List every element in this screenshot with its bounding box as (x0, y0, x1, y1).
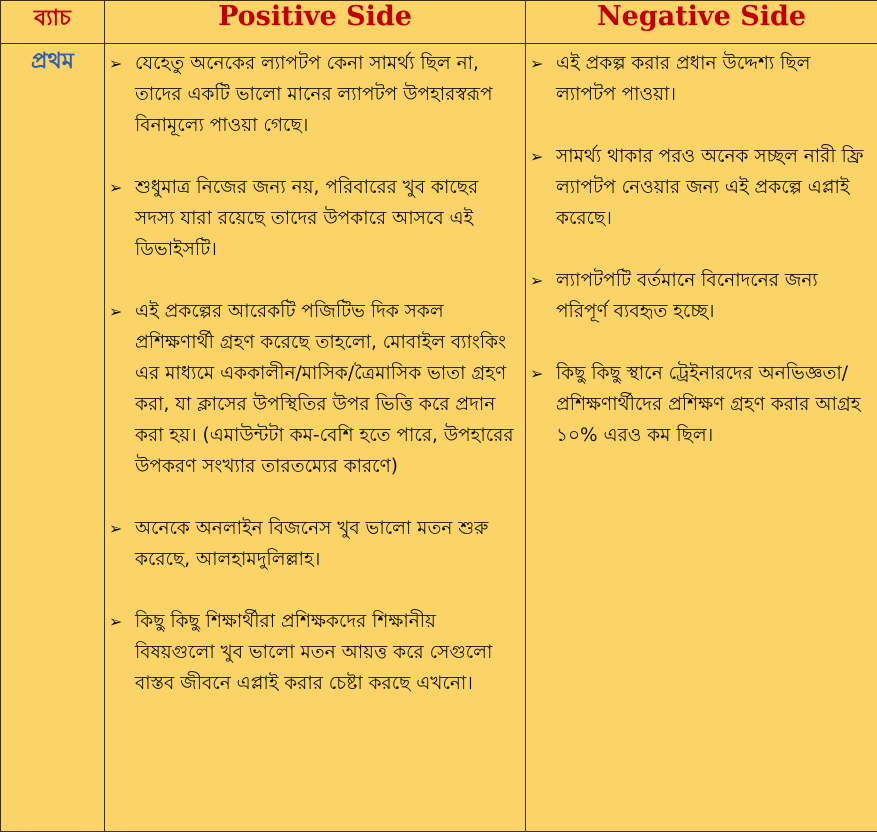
positive-point (105, 296, 519, 482)
arrow-bullet-icon: ➢ (109, 612, 123, 631)
positive-point-text: কিছু কিছু শিক্ষার্থীরা প্রশিক্ষকদের শিক্ষানীয় বিষয়গুলো খুব ভালো মতন আয়ত্ত করে সেগুলো বাস্তব জীবনে এপ্লাই করার চেষ্টা করছে এখনো। (135, 611, 493, 694)
arrow-bullet-icon: ➢ (109, 302, 123, 321)
positive-point (105, 606, 519, 699)
negative-point-text: কিছু কিছু স্থানে ট্রেইনারদের অনভিজ্ঞতা/প্রশিক্ষণার্থীদের প্রশিক্ষণ গ্রহণ করার আগ্রহ ১০% এরও কম ছিল। (556, 363, 861, 446)
negative-point-text: এই প্রকল্প করার প্রধান উদ্দেশ্য ছিল ল্যাপটপ পাওয়া। (556, 53, 811, 105)
positive-point (105, 513, 519, 575)
arrow-bullet-icon: ➢ (530, 54, 544, 73)
arrow-bullet-icon: ➢ (109, 178, 123, 197)
negative-point-text: ল্যাপটপটি বর্তমানে বিনোদনের জন্য পরিপূর্ণ ব্যবহৃত হচ্ছে। (556, 270, 818, 322)
negative-side-cell (526, 44, 877, 832)
arrow-bullet-icon: ➢ (530, 364, 544, 383)
batch-row (1, 44, 877, 832)
positive-points-list (105, 44, 525, 699)
arrow-bullet-icon: ➢ (530, 271, 544, 290)
negative-point-text: সামর্থ্য থাকার পরও অনেক সচ্ছল নারী ফ্রি ল্যাপটপ নেওয়ার জন্য এই প্রকল্পে এপ্লাই করেছে। (556, 146, 864, 229)
arrow-bullet-icon: ➢ (109, 519, 123, 538)
batch-column-header: ব্যাচ (1, 1, 105, 44)
negative-point (526, 358, 871, 451)
positive-point-text: অনেকে অনলাইন বিজনেস খুব ভালো মতন শুরু করেছে, আলহামদুলিল্লাহ। (135, 518, 489, 570)
arrow-bullet-icon: ➢ (109, 54, 123, 73)
positive-point-text: এই প্রকল্পের আরেকটি পজিটিভ দিক সকল প্রশিক্ষণার্থী গ্রহণ করেছে তাহলো, মোবাইল ব্যাংকিং এর মাধ্যমে এককালীন/মাসিক/ত্রৈমাসিক ভাতা গ্রহণ করা, যা ক্লাসের উপস্থিতির উপর ভিত্তি করে প্রদান করা হয়। (এমাউন্টটা কম-বেশি হতে পারে, উপহারের উপকরণ সংখ্যার তারতম্যের কারণে) (135, 301, 514, 477)
positive-point (105, 48, 519, 141)
negative-points-list (526, 44, 877, 451)
positive-side-cell (105, 44, 526, 832)
negative-side-header: Negative Side (526, 1, 877, 44)
batch-name: প্রথম (1, 44, 105, 832)
negative-point (526, 265, 871, 327)
negative-point (526, 48, 871, 110)
positive-side-header: Positive Side (105, 1, 526, 44)
negative-point (526, 141, 871, 234)
arrow-bullet-icon: ➢ (530, 147, 544, 166)
header-row (1, 1, 877, 44)
positive-point-text: শুধুমাত্র নিজের জন্য নয়, পরিবারের খুব কাছের সদস্য যারা রয়েছে তাদের উপকারে আসবে এই ডিভাইসটি। (135, 177, 479, 260)
positive-point-text: যেহেতু অনেকের ল্যাপটপ কেনা সামর্থ্য ছিল না, তাদের একটি ভালো মানের ল্যাপটপ উপহারস্বরূপ বিনামূল্যে পাওয়া গেছে। (135, 53, 493, 136)
positive-point (105, 172, 519, 265)
